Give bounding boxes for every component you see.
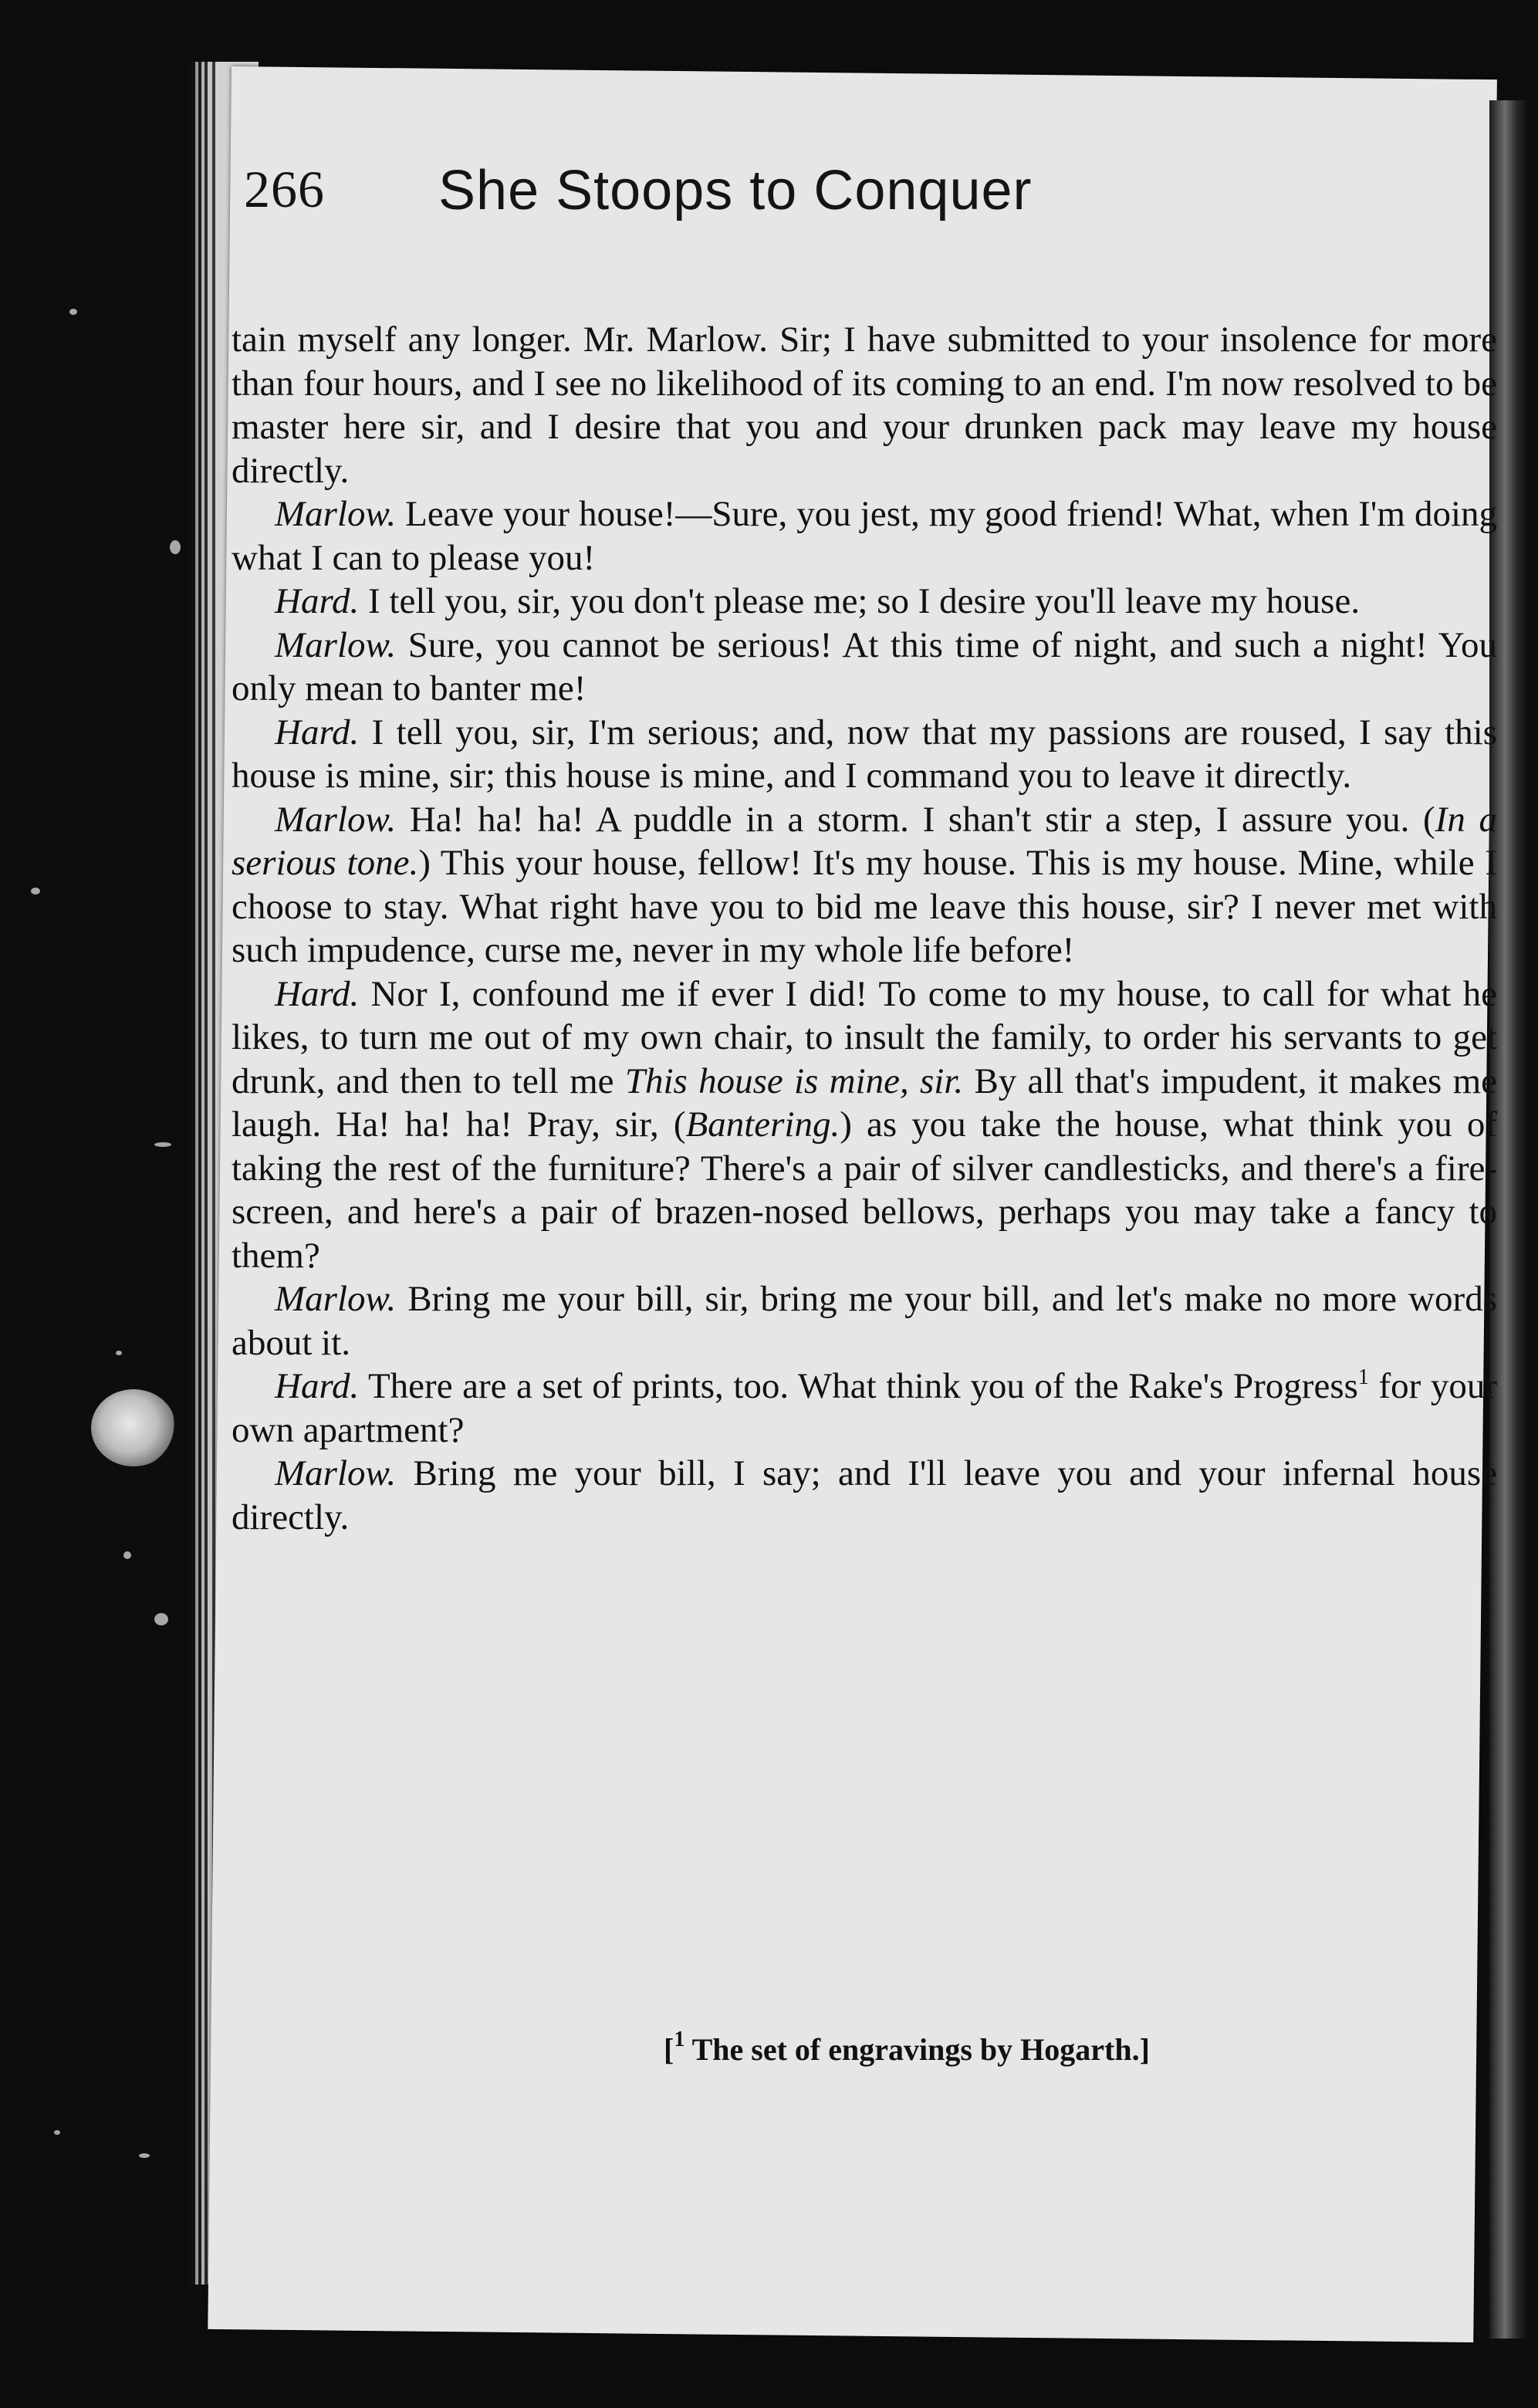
paragraph-text: There are a set of prints, too. What think you of the Rake's Progress <box>367 1366 1358 1406</box>
dust-speck <box>154 1142 171 1147</box>
footnote-bracket: [ <box>664 2032 674 2067</box>
paragraph <box>232 1452 1497 1539</box>
body-text <box>232 318 1497 1539</box>
dust-speck <box>139 2153 150 2158</box>
speaker-name: Hard. <box>275 1366 360 1406</box>
speaker-name: Marlow. <box>275 494 397 534</box>
paragraph-text: I tell you, sir, I'm serious; and, now that my passions are roused, I say this house is mine, sir; this house is mine, and I command you to leave it directly. <box>232 712 1498 796</box>
speaker-name: Hard. <box>275 581 360 621</box>
paragraph-text: Ha! ha! ha! A puddle in a storm. I shan't stir a step, I assure you. ( <box>409 799 1435 840</box>
page-header <box>244 159 1324 244</box>
dust-speck <box>170 540 181 554</box>
paragraph <box>232 624 1497 711</box>
paragraph <box>232 1365 1497 1452</box>
speaker-name: Marlow. <box>275 1279 397 1319</box>
page-number: 266 <box>244 160 325 218</box>
paragraph <box>232 492 1497 580</box>
stage-direction: Bantering. <box>685 1104 840 1145</box>
running-title: She Stoops to Conquer <box>438 160 1033 222</box>
paragraph <box>232 1277 1497 1365</box>
footnote-marker: 1 <box>1357 1365 1369 1389</box>
paragraph-text: Leave your house!—Sure, you jest, my good friend! What, when I'm doing what I can to please you! <box>232 494 1497 578</box>
paragraph-text: I tell you, sir, you don't please me; so I desire you'll leave my house. <box>368 581 1361 621</box>
dust-speck <box>116 1351 122 1355</box>
dust-speck <box>154 1613 168 1625</box>
dust-speck <box>54 2130 60 2135</box>
speaker-name: Marlow. <box>275 1453 397 1493</box>
footnote-text: The set of engravings by Hogarth.] <box>684 2032 1150 2067</box>
scan-blemish <box>91 1389 176 1466</box>
paragraph <box>232 798 1497 972</box>
paragraph-text: Bring me your bill, sir, bring me your bill, and let's make no more words about it. <box>232 1279 1497 1363</box>
paragraph-text: tain myself any longer. Mr. Marlow. Sir; I have submitted to your insolence for more than four hours, and I see no likelihood of its coming to an end. I'm now resolved to be master here sir, and I desire that you and your drunken pack may leave my house directly. <box>232 320 1497 491</box>
dust-speck <box>31 888 40 895</box>
paragraph-text: ) as you take the house, what think you of taking the rest of the furniture? There's a pair of silver candlesticks, and there's a fire-screen, and here's a pair of brazen-nosed bellows, perhaps you may take a fancy to them? <box>232 1104 1497 1276</box>
stage-direction: In a serious tone. <box>232 799 1497 883</box>
speaker-name: Marlow. <box>275 624 397 665</box>
dust-speck <box>69 309 77 315</box>
paragraph <box>232 711 1497 798</box>
paragraph <box>232 580 1497 624</box>
speaker-name: Hard. <box>275 973 360 1014</box>
paragraph <box>232 972 1497 1278</box>
quoted-phrase: This house is mine, sir. <box>624 1060 964 1101</box>
paragraph <box>232 318 1497 492</box>
dust-speck <box>123 1551 131 1559</box>
footnote <box>664 2028 1435 2068</box>
paragraph-text: Bring me your bill, I say; and I'll leave you and your infernal house directly. <box>232 1453 1497 1537</box>
paragraph-text: for your own apartment? <box>232 1366 1497 1450</box>
paragraph-text: By all that's impudent, it makes me laugh. Ha! ha! ha! Pray, sir, ( <box>232 1060 1498 1145</box>
speaker-name: Hard. <box>275 712 360 752</box>
paragraph-text: Nor I, confound me if ever I did! To come to my house, to call for what he likes, to turn me out of my own chair, to insult the family, to order his servants to get drunk, and then to tell me <box>232 973 1497 1101</box>
paragraph-text: Sure, you cannot be serious! At this time of night, and such a night! You only mean to banter me! <box>232 624 1497 709</box>
paragraph-text: ) This your house, fellow! It's my house. This is my house. Mine, while I choose to stay. What right have you to bid me leave this house, sir? I never met with such impudence, curse me, never in my whole life before! <box>232 843 1498 970</box>
footnote-number: 1 <box>674 2028 685 2051</box>
speaker-name: Marlow. <box>275 799 397 840</box>
